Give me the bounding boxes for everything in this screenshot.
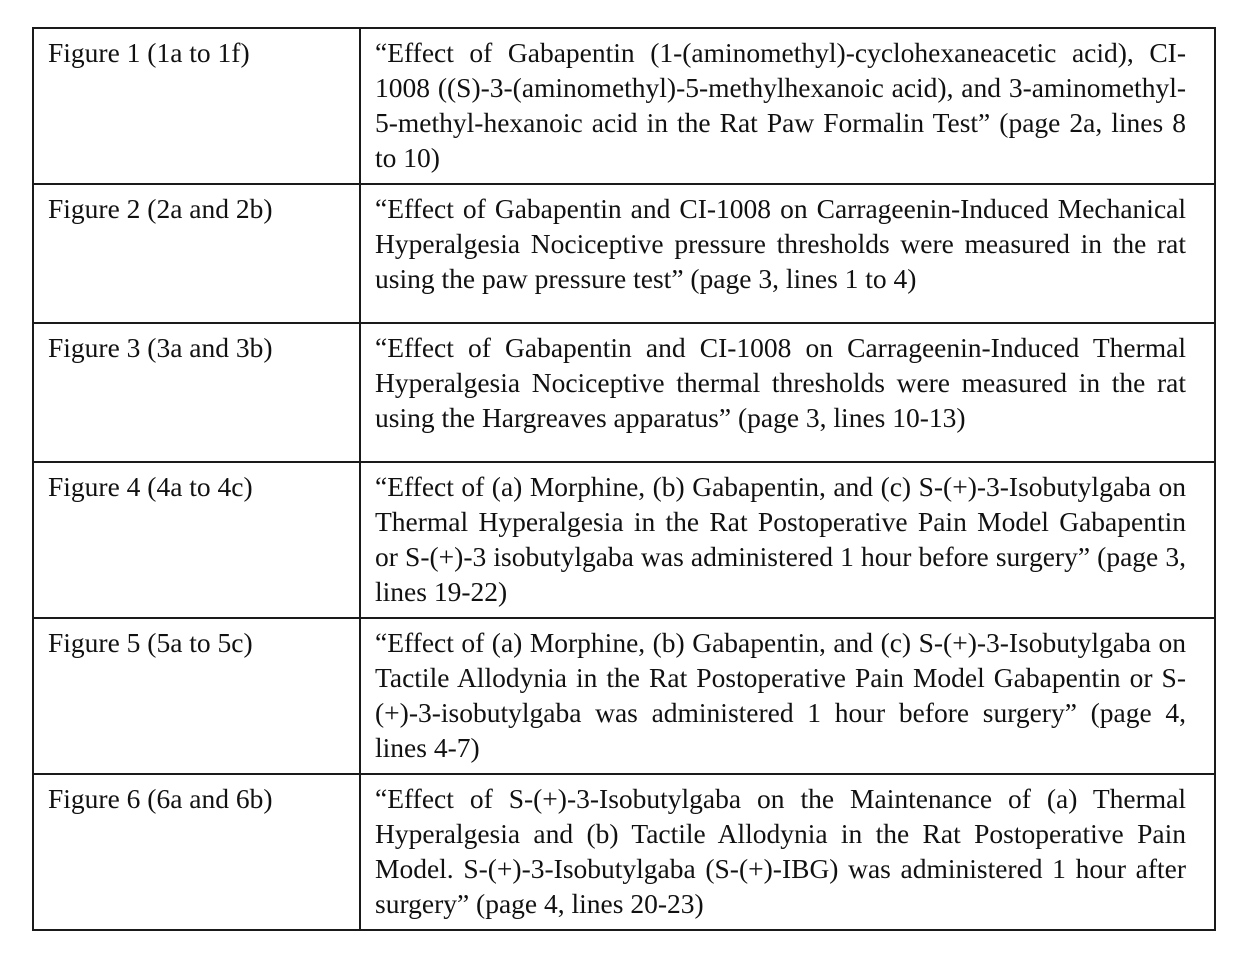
- figure-description: “Effect of (a) Morphine, (b) Gabapentin, and (c) S-(+)-3-Isobutylgaba on Tactile Allodynia in the Rat Postoperative Pain Model Gabapentin or S-(+)-3-isobutylgaba was administered 1 hour before surgery” (page 4, lines 4-7): [360, 618, 1215, 774]
- figure-label: Figure 4 (4a to 4c): [33, 462, 360, 618]
- table-row: [33, 618, 1215, 774]
- figure-description: “Effect of Gabapentin and CI-1008 on Carrageenin-Induced Thermal Hyperalgesia Nociceptive thermal thresholds were measured in the rat using the Hargreaves apparatus” (page 3, lines 10-13): [360, 323, 1215, 462]
- figure-label: Figure 2 (2a and 2b): [33, 184, 360, 323]
- table-row: [33, 462, 1215, 618]
- figure-description: “Effect of S-(+)-3-Isobutylgaba on the Maintenance of (a) Thermal Hyperalgesia and (b) Tactile Allodynia in the Rat Postoperative Pain Model. S-(+)-3-Isobutylgaba (S-(+)-IBG) was administered 1 hour after surgery” (page 4, lines 20-23): [360, 774, 1215, 930]
- table-row: [33, 28, 1215, 184]
- document-page: [32, 27, 1216, 931]
- figure-label: Figure 1 (1a to 1f): [33, 28, 360, 184]
- figures-table: [32, 27, 1216, 931]
- figure-description: “Effect of Gabapentin and CI-1008 on Carrageenin-Induced Mechanical Hyperalgesia Nociceptive pressure thresholds were measured in the rat using the paw pressure test” (page 3, lines 1 to 4): [360, 184, 1215, 323]
- table-row: [33, 774, 1215, 930]
- figure-description: “Effect of Gabapentin (1-(aminomethyl)-cyclohexaneacetic acid), CI-1008 ((S)-3-(aminomethyl)-5-methylhexanoic acid), and 3-aminomethyl-5-methyl-hexanoic acid in the Rat Paw Formalin Test” (page 2a, lines 8 to 10): [360, 28, 1215, 184]
- figure-label: Figure 3 (3a and 3b): [33, 323, 360, 462]
- table-row: [33, 184, 1215, 323]
- figure-description: “Effect of (a) Morphine, (b) Gabapentin, and (c) S-(+)-3-Isobutylgaba on Thermal Hyperalgesia in the Rat Postoperative Pain Model Gabapentin or S-(+)-3 isobutylgaba was administered 1 hour before surgery” (page 3, lines 19-22): [360, 462, 1215, 618]
- figure-label: Figure 6 (6a and 6b): [33, 774, 360, 930]
- figure-label: Figure 5 (5a to 5c): [33, 618, 360, 774]
- table-row: [33, 323, 1215, 462]
